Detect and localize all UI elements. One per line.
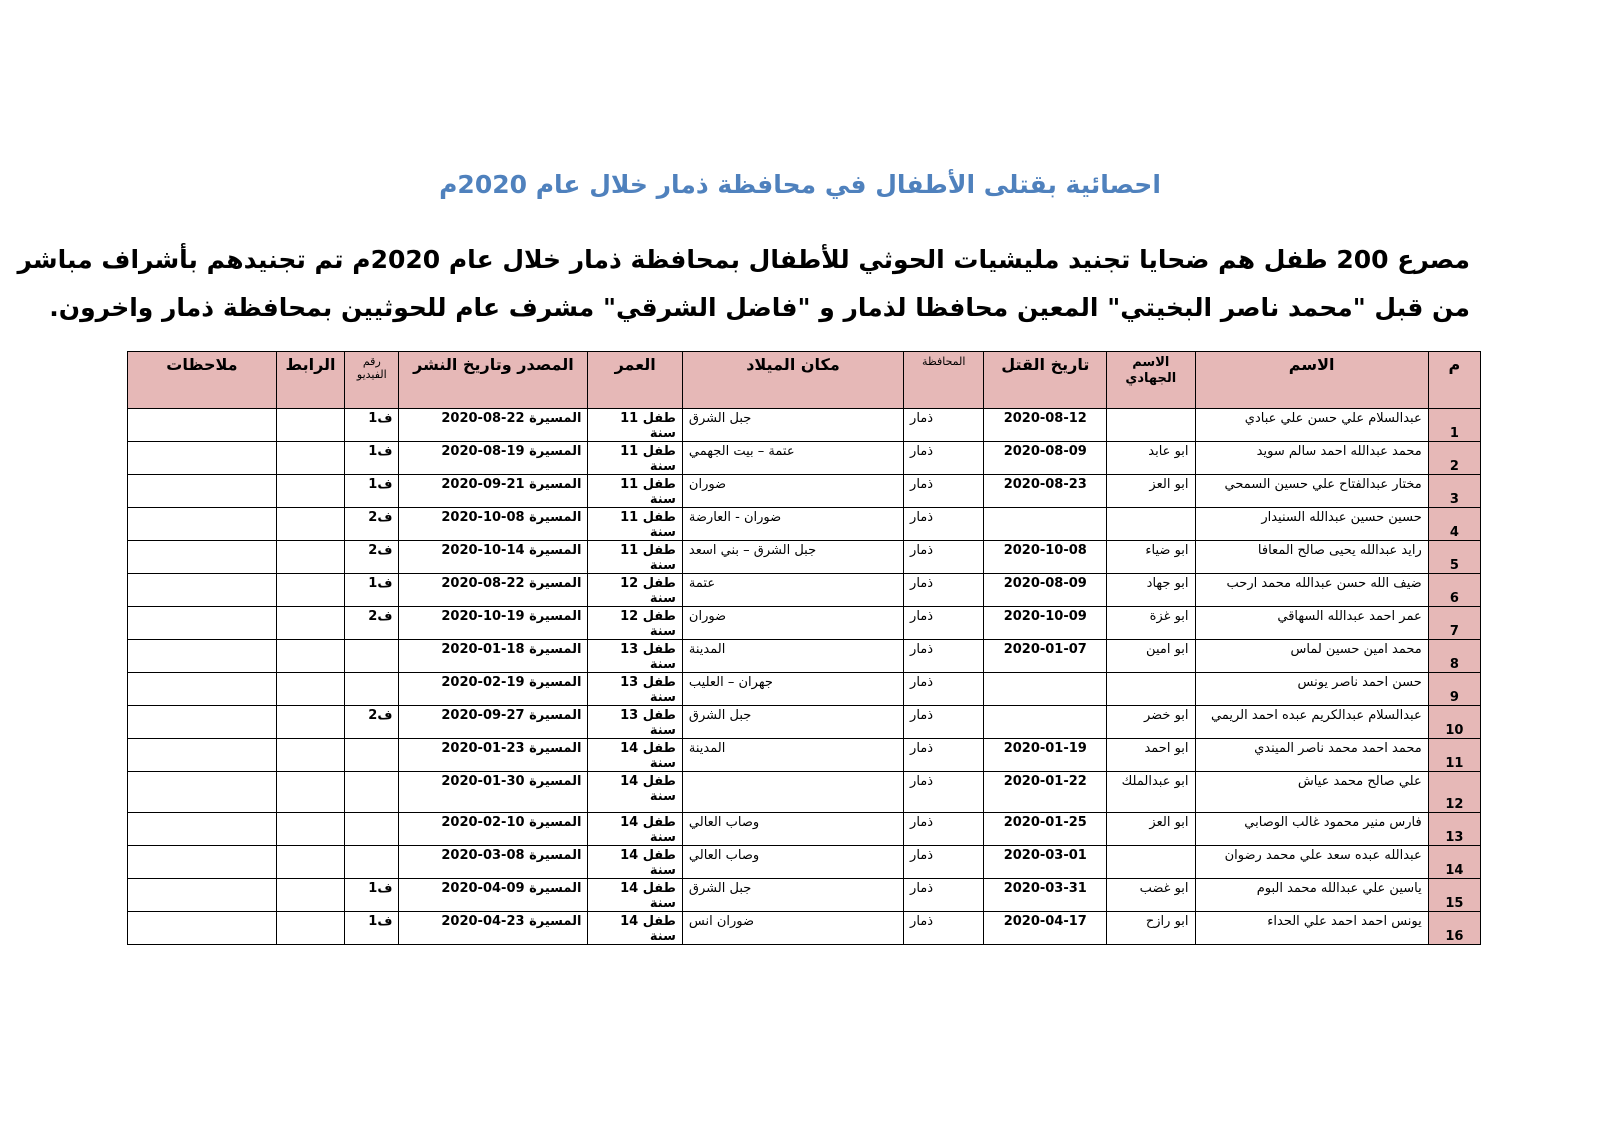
table-row bbox=[128, 772, 1481, 813]
cell-video-number: ف2 bbox=[345, 541, 399, 574]
cell-death-date bbox=[984, 508, 1107, 541]
table-row bbox=[128, 912, 1481, 945]
table-row bbox=[128, 409, 1481, 442]
intro-paragraph bbox=[17, 236, 1470, 332]
table-row bbox=[128, 846, 1481, 879]
cell-death-date: 2020-03-31 bbox=[984, 879, 1107, 912]
cell-governorate: ذمار bbox=[904, 706, 984, 739]
cell-alias: ابو جهاد bbox=[1107, 574, 1195, 607]
cell-alias: ابو ضياء bbox=[1107, 541, 1195, 574]
cell-alias: ابو غزة bbox=[1107, 607, 1195, 640]
cell-birthplace: جبل الشرق bbox=[682, 706, 903, 739]
cell-age: طفل 14 سنة bbox=[588, 879, 682, 912]
cell-source: المسيرة 08-03-2020 bbox=[399, 846, 588, 879]
cell-notes bbox=[128, 508, 277, 541]
table-row bbox=[128, 574, 1481, 607]
cell-alias bbox=[1107, 673, 1195, 706]
header-link: الرابط bbox=[276, 352, 344, 409]
cell-age: طفل 13 سنة bbox=[588, 706, 682, 739]
cell-alias bbox=[1107, 846, 1195, 879]
cell-notes bbox=[128, 475, 277, 508]
cell-source: المسيرة 21-09-2020 bbox=[399, 475, 588, 508]
cell-governorate: ذمار bbox=[904, 640, 984, 673]
cell-link bbox=[276, 508, 344, 541]
victims-table bbox=[127, 351, 1481, 945]
table-row bbox=[128, 640, 1481, 673]
table-row bbox=[128, 442, 1481, 475]
cell-notes bbox=[128, 442, 277, 475]
cell-death-date: 2020-04-17 bbox=[984, 912, 1107, 945]
cell-governorate: ذمار bbox=[904, 409, 984, 442]
cell-notes bbox=[128, 706, 277, 739]
cell-name: عمر احمد عبدالله السهاقي bbox=[1195, 607, 1428, 640]
cell-death-date: 2020-01-22 bbox=[984, 772, 1107, 813]
cell-birthplace: ضوران bbox=[682, 475, 903, 508]
cell-link bbox=[276, 813, 344, 846]
row-number: 1 bbox=[1428, 409, 1480, 442]
row-number: 8 bbox=[1428, 640, 1480, 673]
cell-birthplace: وصاب العالي bbox=[682, 846, 903, 879]
cell-governorate: ذمار bbox=[904, 574, 984, 607]
cell-source: المسيرة 19-10-2020 bbox=[399, 607, 588, 640]
cell-name: ضيف الله حسن عبدالله محمد ارحب bbox=[1195, 574, 1428, 607]
cell-source: المسيرة 23-04-2020 bbox=[399, 912, 588, 945]
cell-death-date: 2020-08-23 bbox=[984, 475, 1107, 508]
cell-source: المسيرة 22-08-2020 bbox=[399, 409, 588, 442]
cell-video-number: ف1 bbox=[345, 475, 399, 508]
cell-link bbox=[276, 409, 344, 442]
cell-governorate: ذمار bbox=[904, 508, 984, 541]
cell-age: طفل 13 سنة bbox=[588, 640, 682, 673]
cell-age: طفل 11 سنة bbox=[588, 442, 682, 475]
cell-notes bbox=[128, 912, 277, 945]
header-video: رقم الفيديو bbox=[345, 352, 399, 409]
row-number: 2 bbox=[1428, 442, 1480, 475]
header-num: م bbox=[1428, 352, 1480, 409]
cell-governorate: ذمار bbox=[904, 846, 984, 879]
header-date: تاريخ القتل bbox=[984, 352, 1107, 409]
cell-source: المسيرة 18-01-2020 bbox=[399, 640, 588, 673]
cell-age: طفل 14 سنة bbox=[588, 846, 682, 879]
cell-video-number bbox=[345, 846, 399, 879]
cell-video-number bbox=[345, 739, 399, 772]
cell-name: حسين حسين عبدالله السنيدار bbox=[1195, 508, 1428, 541]
cell-age: طفل 11 سنة bbox=[588, 475, 682, 508]
cell-video-number bbox=[345, 640, 399, 673]
cell-governorate: ذمار bbox=[904, 813, 984, 846]
cell-source: المسيرة 30-01-2020 bbox=[399, 772, 588, 813]
table-row bbox=[128, 813, 1481, 846]
row-number: 11 bbox=[1428, 739, 1480, 772]
cell-governorate: ذمار bbox=[904, 673, 984, 706]
cell-birthplace: عتمة bbox=[682, 574, 903, 607]
cell-video-number: ف1 bbox=[345, 442, 399, 475]
cell-video-number bbox=[345, 772, 399, 813]
cell-birthplace: وصاب العالي bbox=[682, 813, 903, 846]
table-row bbox=[128, 541, 1481, 574]
cell-death-date: 2020-03-01 bbox=[984, 846, 1107, 879]
cell-alias: ابو العز bbox=[1107, 813, 1195, 846]
row-number: 10 bbox=[1428, 706, 1480, 739]
cell-source: المسيرة 22-08-2020 bbox=[399, 574, 588, 607]
cell-governorate: ذمار bbox=[904, 541, 984, 574]
cell-governorate: ذمار bbox=[904, 912, 984, 945]
cell-notes bbox=[128, 640, 277, 673]
cell-alias: ابو خضر bbox=[1107, 706, 1195, 739]
row-number: 7 bbox=[1428, 607, 1480, 640]
cell-alias bbox=[1107, 409, 1195, 442]
row-number: 15 bbox=[1428, 879, 1480, 912]
cell-age: طفل 14 سنة bbox=[588, 813, 682, 846]
cell-birthplace: ضوران - العارضة bbox=[682, 508, 903, 541]
cell-age: طفل 12 سنة bbox=[588, 574, 682, 607]
cell-name: علي صالح محمد عياش bbox=[1195, 772, 1428, 813]
cell-death-date: 2020-01-19 bbox=[984, 739, 1107, 772]
cell-name: رايد عبدالله يحيى صالح المعافا bbox=[1195, 541, 1428, 574]
cell-age: طفل 12 سنة bbox=[588, 607, 682, 640]
cell-governorate: ذمار bbox=[904, 475, 984, 508]
cell-notes bbox=[128, 541, 277, 574]
cell-video-number bbox=[345, 813, 399, 846]
cell-name: مختار عبدالفتاح علي حسين السمحي bbox=[1195, 475, 1428, 508]
cell-source: المسيرة 14-10-2020 bbox=[399, 541, 588, 574]
header-alias: الاسم الجهادي bbox=[1107, 352, 1195, 409]
cell-video-number: ف1 bbox=[345, 912, 399, 945]
cell-age: طفل 14 سنة bbox=[588, 772, 682, 813]
cell-name: محمد عبدالله احمد سالم سويد bbox=[1195, 442, 1428, 475]
cell-death-date bbox=[984, 706, 1107, 739]
cell-link bbox=[276, 739, 344, 772]
table-header-row bbox=[128, 352, 1481, 409]
cell-alias: ابو احمد bbox=[1107, 739, 1195, 772]
cell-video-number: ف1 bbox=[345, 409, 399, 442]
row-number: 16 bbox=[1428, 912, 1480, 945]
cell-link bbox=[276, 772, 344, 813]
cell-death-date: 2020-10-09 bbox=[984, 607, 1107, 640]
intro-line: مصرع 200 طفل هم ضحايا تجنيد مليشيات الحوثي للأطفال بمحافظة ذمار خلال عام 2020م تم تجنيدهم بأشراف مباشر bbox=[17, 245, 1470, 274]
cell-source: المسيرة 27-09-2020 bbox=[399, 706, 588, 739]
cell-death-date bbox=[984, 673, 1107, 706]
cell-birthplace: المدينة bbox=[682, 640, 903, 673]
cell-death-date: 2020-01-07 bbox=[984, 640, 1107, 673]
cell-source: المسيرة 19-02-2020 bbox=[399, 673, 588, 706]
cell-link bbox=[276, 574, 344, 607]
header-notes: ملاحظات bbox=[128, 352, 277, 409]
cell-video-number: ف1 bbox=[345, 879, 399, 912]
cell-video-number: ف2 bbox=[345, 607, 399, 640]
cell-death-date: 2020-10-08 bbox=[984, 541, 1107, 574]
cell-link bbox=[276, 673, 344, 706]
header-source: المصدر وتاريخ النشر bbox=[399, 352, 588, 409]
cell-video-number bbox=[345, 673, 399, 706]
cell-link bbox=[276, 607, 344, 640]
cell-alias: ابو عابد bbox=[1107, 442, 1195, 475]
cell-link bbox=[276, 442, 344, 475]
cell-source: المسيرة 19-08-2020 bbox=[399, 442, 588, 475]
cell-age: طفل 11 سنة bbox=[588, 409, 682, 442]
cell-death-date: 2020-01-25 bbox=[984, 813, 1107, 846]
cell-age: طفل 13 سنة bbox=[588, 673, 682, 706]
cell-birthplace: جبل الشرق bbox=[682, 409, 903, 442]
cell-name: حسن احمد ناصر يونس bbox=[1195, 673, 1428, 706]
cell-notes bbox=[128, 409, 277, 442]
cell-birthplace: عتمة – بيت الجهمي bbox=[682, 442, 903, 475]
cell-death-date: 2020-08-09 bbox=[984, 442, 1107, 475]
cell-death-date: 2020-08-09 bbox=[984, 574, 1107, 607]
row-number: 9 bbox=[1428, 673, 1480, 706]
cell-link bbox=[276, 846, 344, 879]
cell-video-number: ف1 bbox=[345, 574, 399, 607]
cell-alias: ابو عبدالملك bbox=[1107, 772, 1195, 813]
cell-birthplace: جبل الشرق – بني اسعد bbox=[682, 541, 903, 574]
cell-link bbox=[276, 475, 344, 508]
table-row bbox=[128, 475, 1481, 508]
header-age: العمر bbox=[588, 352, 682, 409]
table-row bbox=[128, 706, 1481, 739]
table-row bbox=[128, 607, 1481, 640]
row-number: 4 bbox=[1428, 508, 1480, 541]
cell-video-number: ف2 bbox=[345, 706, 399, 739]
cell-alias bbox=[1107, 508, 1195, 541]
cell-age: طفل 14 سنة bbox=[588, 912, 682, 945]
cell-governorate: ذمار bbox=[904, 442, 984, 475]
cell-notes bbox=[128, 574, 277, 607]
intro-line: من قبل "محمد ناصر البخيتي" المعين محافظا لذمار و "فاضل الشرقي" مشرف عام للحوثيين بمحافظة ذمار واخرون. bbox=[49, 293, 1470, 322]
cell-video-number: ف2 bbox=[345, 508, 399, 541]
cell-governorate: ذمار bbox=[904, 607, 984, 640]
cell-alias: ابو غضب bbox=[1107, 879, 1195, 912]
page-title: احصائية بقتلى الأطفال في محافظة ذمار خلال عام 2020م bbox=[439, 170, 1161, 199]
cell-link bbox=[276, 879, 344, 912]
cell-birthplace: ضوران انس bbox=[682, 912, 903, 945]
cell-birthplace: جهران – العليب bbox=[682, 673, 903, 706]
header-governorate: المحافظة bbox=[904, 352, 984, 409]
cell-name: يونس احمد احمد علي الحداء bbox=[1195, 912, 1428, 945]
cell-source: المسيرة 23-01-2020 bbox=[399, 739, 588, 772]
row-number: 3 bbox=[1428, 475, 1480, 508]
row-number: 12 bbox=[1428, 772, 1480, 813]
table-row bbox=[128, 673, 1481, 706]
cell-source: المسيرة 08-10-2020 bbox=[399, 508, 588, 541]
cell-notes bbox=[128, 879, 277, 912]
cell-link bbox=[276, 541, 344, 574]
table-row bbox=[128, 739, 1481, 772]
header-name: الاسم bbox=[1195, 352, 1428, 409]
table-row bbox=[128, 879, 1481, 912]
header-birthplace: مكان الميلاد bbox=[682, 352, 903, 409]
cell-notes bbox=[128, 813, 277, 846]
cell-name: عبدالله عبده سعد علي محمد رضوان bbox=[1195, 846, 1428, 879]
cell-notes bbox=[128, 739, 277, 772]
cell-source: المسيرة 09-04-2020 bbox=[399, 879, 588, 912]
cell-death-date: 2020-08-12 bbox=[984, 409, 1107, 442]
cell-name: محمد احمد محمد ناصر الميندي bbox=[1195, 739, 1428, 772]
cell-alias: ابو رازح bbox=[1107, 912, 1195, 945]
cell-birthplace: جبل الشرق bbox=[682, 879, 903, 912]
cell-alias: ابو العز bbox=[1107, 475, 1195, 508]
cell-link bbox=[276, 706, 344, 739]
cell-alias: ابو امين bbox=[1107, 640, 1195, 673]
table-row bbox=[128, 508, 1481, 541]
cell-notes bbox=[128, 673, 277, 706]
cell-birthplace: ضوران bbox=[682, 607, 903, 640]
row-number: 13 bbox=[1428, 813, 1480, 846]
cell-link bbox=[276, 912, 344, 945]
cell-governorate: ذمار bbox=[904, 772, 984, 813]
cell-notes bbox=[128, 846, 277, 879]
row-number: 5 bbox=[1428, 541, 1480, 574]
cell-governorate: ذمار bbox=[904, 879, 984, 912]
cell-age: طفل 11 سنة bbox=[588, 508, 682, 541]
cell-name: عبدالسلام علي حسن علي عبادي bbox=[1195, 409, 1428, 442]
cell-name: عبدالسلام عبدالكريم عبده احمد الريمي bbox=[1195, 706, 1428, 739]
cell-age: طفل 14 سنة bbox=[588, 739, 682, 772]
cell-name: ياسين علي عبدالله محمد البوم bbox=[1195, 879, 1428, 912]
cell-notes bbox=[128, 772, 277, 813]
cell-age: طفل 11 سنة bbox=[588, 541, 682, 574]
row-number: 6 bbox=[1428, 574, 1480, 607]
cell-governorate: ذمار bbox=[904, 739, 984, 772]
cell-name: فارس منير محمود غالب الوصابي bbox=[1195, 813, 1428, 846]
cell-birthplace bbox=[682, 772, 903, 813]
cell-name: محمد امين حسين لماس bbox=[1195, 640, 1428, 673]
row-number: 14 bbox=[1428, 846, 1480, 879]
cell-notes bbox=[128, 607, 277, 640]
cell-birthplace: المدينة bbox=[682, 739, 903, 772]
cell-link bbox=[276, 640, 344, 673]
cell-source: المسيرة 10-02-2020 bbox=[399, 813, 588, 846]
